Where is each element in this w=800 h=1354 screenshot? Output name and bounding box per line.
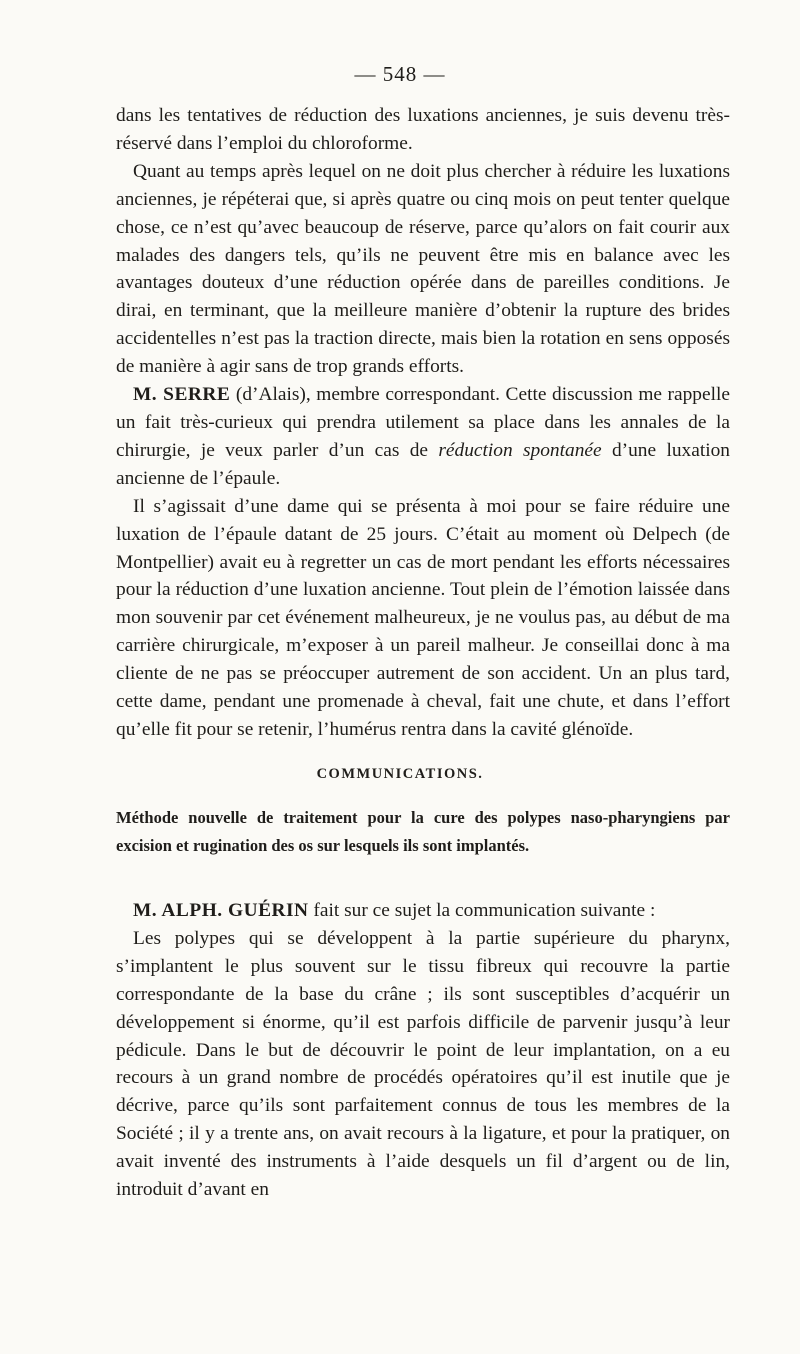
paragraph-text: d’une luxation ancienne de l’épaule. bbox=[116, 439, 730, 489]
paragraph-guerin-intro bbox=[116, 897, 730, 925]
paragraph-text: (d’Alais), membre correspondant. Cette discussion me rappelle un fait très-curieux qui prendra utilement sa place dans les annales de la chirurgie, je veux parler d’un cas de bbox=[116, 384, 730, 461]
paragraph-continuation: dans les tentatives de réduction des luxations anciennes, je suis devenu très-réservé dans l’emploi du chloroforme. bbox=[116, 105, 730, 154]
paragraph-polypes: Les polypes qui se développent à la partie supérieure du pharynx, s’implantent le plus souvent sur le tissu fibreux qui recouvre la partie correspondante de la base du crâne ; ils sont susceptibles d’acquérir un développement si énorme, qu’il est parfois difficile de parvenir jusqu’à leur pédicule. Dans le but de découvrir le point de leur implantation, on a eu recours à un grand nombre de procédés opératoires qu’il est inutile que je décrive, parce qu’ils sont parfaitement connus de tous les membres de la Société ; il y a trente ans, on avait recours à la ligature, et pour la pratiquer, on avait inventé des instruments à l’aide desquels un fil d’argent ou de lin, introduit d’avant en bbox=[116, 927, 730, 1201]
page-number: — 548 — bbox=[354, 62, 446, 86]
section-heading: COMMUNICATIONS. bbox=[316, 766, 484, 782]
paragraph-text: fait sur ce sujet la communication suivante : bbox=[308, 900, 656, 921]
paragraph-serre bbox=[116, 381, 730, 493]
body-text-top bbox=[116, 102, 730, 744]
article-title: Méthode nouvelle de traitement pour la cure des polypes naso-pharyngiens par excision et rugination des os sur lesquels ils sont implantés. bbox=[116, 808, 730, 855]
paragraph-case-report: Il s’agissait d’une dame qui se présenta à moi pour se faire réduire une luxation de l’épaule datant de 25 jours. C’était au moment où Delpech (de Montpellier) avait eu à regretter un cas de mort pendant les efforts nécessaires pour la réduction d’une luxation ancienne. Tout plein de l’émotion laissée dans mon souvenir par cet événement malheureux, je ne voulus pas, au début de ma carrière chirurgicale, m’exposer à un pareil malheur. Je conseillai donc à ma cliente de ne pas se préoccuper autrement de son accident. Un an plus tard, cette dame, pendant une promenade à cheval, fait une chute, et dans l’effort qu’elle fit pour se retenir, l’humérus rentra dans la cavité glénoïde. bbox=[116, 495, 730, 740]
italic-term: réduction spontanée bbox=[438, 439, 602, 461]
body-text-bottom bbox=[116, 897, 730, 1204]
paragraph-old-luxations: Quant au temps après lequel on ne doit plus chercher à réduire les luxations anciennes, je répéterai que, si après quatre ou cinq mois on peut tenter quelque chose, ce n’est qu’avec beaucoup de réserve, parce qu’alors on fait courir aux malades des dangers tels, qu’ils ne peuvent être mis en balance avec les avantages douteux d’une réduction opérée dans de pareilles conditions. Je dirai, en terminant, que la meilleure manière d’obtenir la rupture des brides accidentelles n’est pas la traction directe, mais bien la rotation en sens opposés de manière à agir sans de trop grands efforts. bbox=[116, 160, 730, 378]
speaker-name: M. ALPH. GUÉRIN bbox=[133, 900, 309, 921]
speaker-name: M. SERRE bbox=[133, 384, 231, 406]
